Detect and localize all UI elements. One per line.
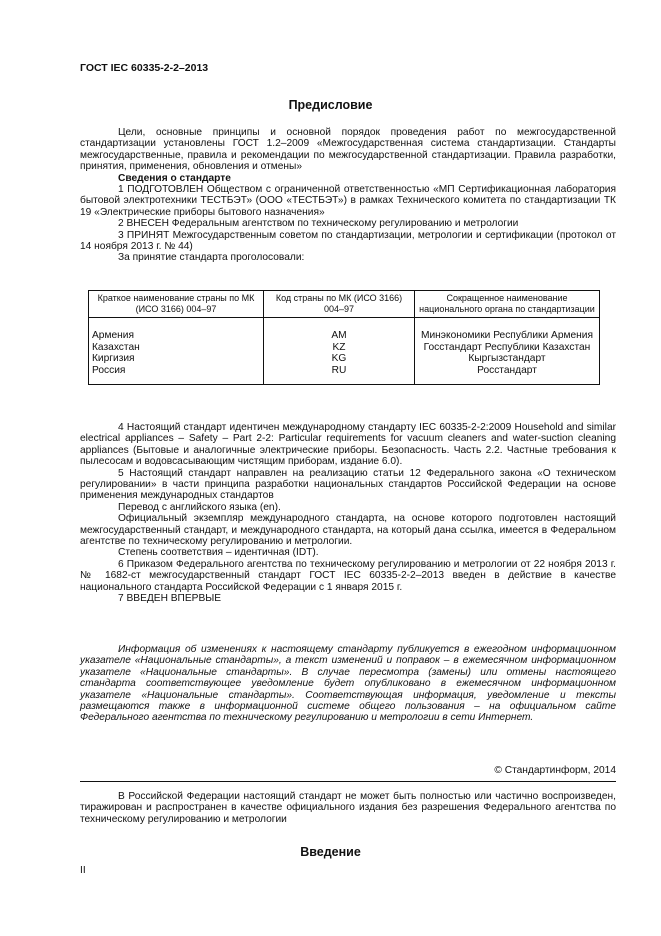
preface-item-2: 2 ВНЕСЕН Федеральным агентством по техническому регулированию и метрологии: [118, 218, 519, 230]
changes-info: Информация об изменениях к настоящему стандарту публикуется в ежегодном информационном указателе «Национальные стандарты», а текст изменений и поправок – в ежемесячном информационном указателе «Национальные стандарты». В случае пересмотра (замены) или отмены настоящего стандарта соответствующее уведомление будет опубликовано в ежемесячном информационном указателе «Национальные стандарты». Соответствующая информация, уведомление и тексты размещаются также в информационной системе общего пользования – на официальном сайте Федерального агентства по техническому регулированию и метрологии в сети Интернет.: [80, 644, 616, 724]
table-header-row: [89, 291, 600, 318]
preface-item-7: 7 ВВЕДЕН ВПЕРВЫЕ: [118, 593, 222, 605]
table-row: [89, 318, 600, 385]
national-body: Минэкономики Республики Армения: [421, 330, 593, 341]
vote-intro: За принятие стандарта проголосовали:: [118, 252, 305, 264]
conformity-note: Степень соответствия – идентичная (IDT).: [118, 547, 319, 559]
country-cell: [89, 318, 264, 385]
country-name: Россия: [92, 364, 126, 376]
country-name: Казахстан: [92, 341, 140, 353]
national-body: Росстандарт: [477, 364, 537, 376]
introduction-title: Введение: [300, 845, 361, 859]
divider-line: [80, 781, 616, 782]
reproduction-note: В Российской Федерации настоящий стандарт не может быть полностью или частично воспроизведен, тиражирован и распространен в качестве официального издания без разрешения Федерального агентства по техническому регулированию и метрологии: [80, 791, 616, 825]
document-id-header: ГОСТ IEC 60335-2-2–2013: [80, 62, 209, 74]
translation-note: Перевод с английского языка (en).: [118, 501, 281, 513]
national-body: Кыргызстандарт: [468, 353, 546, 364]
official-copy-note: Официальный экземпляр международного стандарта, на основе которого подготовлен настоящий межгосударственный стандарт, и международного стандарта, на который дана ссылка, имеется в Федеральном агентстве по техническому регулированию и метрологии.: [80, 513, 616, 548]
national-body: Госстандарт Республики Казахстан: [423, 341, 591, 353]
code-cell: [264, 318, 415, 385]
preface-title: Предисловие: [288, 98, 373, 112]
country-code: KG: [331, 353, 347, 364]
national-body-cell: [415, 318, 600, 385]
preface-block-2: [80, 422, 616, 605]
country-name: Киргизия: [92, 353, 135, 364]
changes-info-block: [80, 644, 616, 724]
voting-countries-table: [88, 290, 600, 385]
preface-item-3: 3 ПРИНЯТ Межгосударственным советом по стандартизации, метрологии и сертификации (протокол от 14 ноября 2013 г. № 44): [80, 229, 616, 253]
country-name: Армения: [92, 330, 134, 341]
header-code: Код страны по МК (ИСО 3166) 004–97: [264, 291, 415, 318]
reproduction-block: [80, 791, 616, 825]
preface-item-1: 1 ПОДГОТОВЛЕН Обществом с ограниченной ответственностью «МП Сертификационная лаборатория бытовой электротехники ТЕСТБЭТ» (ООО «ТЕСТБЭТ») в рамках Технического комитета по стандартизации ТК 19 «Электрические приборы бытового назначения»: [80, 184, 616, 218]
country-code: RU: [331, 364, 347, 376]
preface-block-1: [80, 127, 616, 264]
preface-item-6: 6 Приказом Федерального агентства по техническому регулированию и метрологии от 22 ноября 2013 г. № 1682-ст межгосударственный стандарт ГОСТ IEC 60335-2-2–2013 введен в действие в качестве национального стандарта Российской Федерации с 1 января 2015 г.: [80, 558, 616, 593]
header-national-body: Сокращенное наименование национального органа по стандартизации: [415, 291, 600, 318]
preface-item-5: 5 Настоящий стандарт направлен на реализацию статьи 12 Федерального закона «О техническом регулировании» в части принципа разработки национальных стандартов Российской Федерации на основе применения международных стандартов: [80, 467, 616, 502]
page-number: II: [80, 865, 86, 876]
header-country: Краткое наименование страны по МК (ИСО 3166) 004–97: [89, 291, 264, 318]
country-code: AM: [331, 330, 347, 341]
preface-intro: Цели, основные принципы и основной порядок проведения работ по межгосударственной стандартизации установлены ГОСТ 1.2–2009 «Межгосударственная система стандартизации. Стандарты межгосударственные, правила и рекомендации по межгосударственной стандартизации. Правила разработки, принятия, применения, обновления и отмены»: [80, 127, 616, 173]
info-heading: Сведения о стандарте: [118, 172, 231, 184]
copyright-line: © Стандартинформ, 2014: [494, 765, 616, 776]
country-code: KZ: [332, 341, 346, 353]
preface-item-4: 4 Настоящий стандарт идентичен международному стандарту IEC 60335-2-2:2009 Household and similar electrical appliances – Safety – Part 2-2: Particular requirements for vacuum cleaners and water-suction cleaning appliances (Бытовые и аналогичные электрические приборы. Безопасность. Часть 2.2. Частные требования к пылесосам и водовсасывающим чистящим приборам, издание 6.0).: [80, 422, 616, 468]
